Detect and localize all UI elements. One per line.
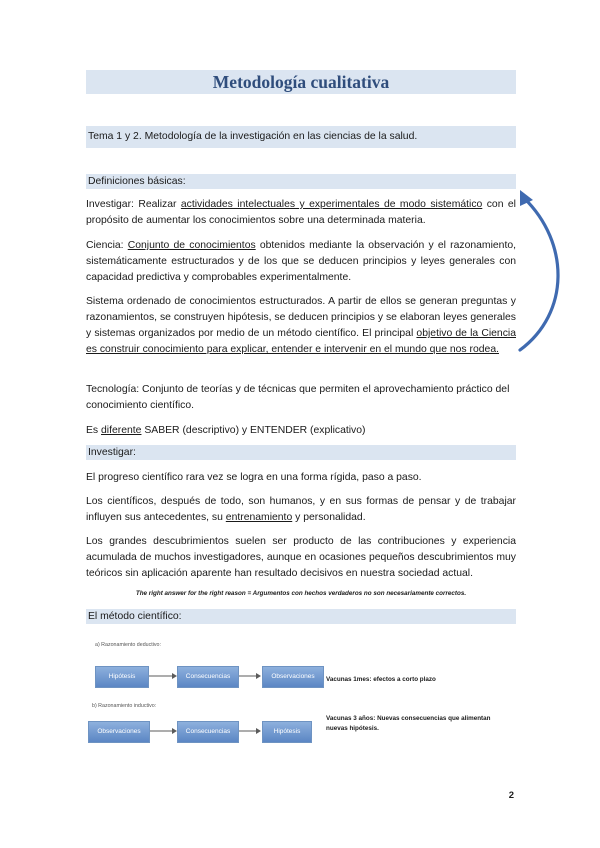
sistema-text: Sistema ordenado de conocimientos estructurados. A partir de ellos se generan preguntas y razonamientos, se construyen hipótesis, se deducen principios y se elaboran leyes generales y sistemas organizados por medio de un método científico. El principal — [86, 296, 516, 339]
topic-heading: Tema 1 y 2. Metodología de la investigación en las ciencias de la salud. — [88, 131, 418, 142]
investigar-underlined: actividades intelectuales y experimentales de modo sistemático — [180, 199, 483, 210]
definiciones-header: Definiciones básicas: — [88, 176, 186, 187]
diferente-line — [86, 423, 516, 439]
deductivo-note: Vacunas 1mes: efectos a corto plazo — [326, 676, 436, 683]
diferente-underlined: diferente — [101, 425, 142, 436]
sistema-underlined: objetivo de la Ciencia es construir conocimiento para explicar, entender e intervenir en el mundo que nos rodea. — [86, 328, 516, 355]
investigar-header: Investigar: — [88, 447, 136, 458]
inductivo-box-consecuencias: Consecuencias — [177, 721, 239, 743]
right-answer-note: The right answer for the right reason = Argumentos con hechos verdaderos no son necesariamente correctos. — [135, 590, 467, 597]
ciencia-definition — [86, 238, 516, 286]
curved-arrow-icon — [490, 188, 560, 360]
page-title: Metodología cualitativa — [86, 70, 516, 94]
ciencia-underlined: Conjunto de conocimientos — [127, 240, 256, 251]
tecnologia-definition: Tecnología: Conjunto de teorías y de técnicas que permiten el aprovechamiento práctico del conocimiento científico. — [86, 384, 510, 411]
metodo-header: El método científico: — [88, 611, 182, 622]
investigar-rest: con el propósito de aumentar los conocimientos sobre una determinada materia. — [86, 199, 516, 226]
ciencia-rest: obtenidos mediante la observación y el razonamiento, sistemáticamente estructurados y de los que se deducen principios y leyes generales con capacidad predictiva y comprobables experimentalmente. — [86, 240, 516, 283]
investigar-paragraph-2 — [86, 494, 516, 526]
investigar-term: Investigar: Realizar — [86, 199, 181, 210]
deductivo-box-observaciones: Observaciones — [262, 666, 324, 688]
investigar-definition — [86, 197, 516, 229]
ciencia-term: Ciencia: — [86, 240, 128, 251]
investigar-p2-underlined: entrenamiento — [225, 512, 293, 523]
diferente-prefix: Es — [86, 425, 102, 436]
inductivo-box-observaciones: Observaciones — [88, 721, 150, 743]
investigar-p2-rest: y personalidad. — [292, 512, 366, 523]
deductivo-box-hipotesis: Hipótesis — [95, 666, 149, 688]
investigar-p2-text: Los científicos, después de todo, son humanos, y en sus formas de pensar y de trabajar influyen sus antecedentes, su — [86, 496, 516, 523]
deductivo-box-consecuencias: Consecuencias — [177, 666, 239, 688]
inductivo-note: Vacunas 3 años: Nuevas consecuencias que alimentan nuevas hipótesis. — [326, 715, 491, 732]
deductivo-label: a) Razonamiento deductivo: — [95, 642, 161, 648]
investigar-paragraph-1: El progreso científico rara vez se logra en una forma rígida, paso a paso. — [86, 472, 422, 483]
inductivo-box-hipotesis: Hipótesis — [262, 721, 312, 743]
investigar-paragraph-3: Los grandes descubrimientos suelen ser producto de las contribuciones y experiencia acumulada de muchos investigadores, aunque en ocasiones pequeños descubrimientos muy teóricos sin aplicación aparente han resultado decisivos en nuestra sociedad actual. — [86, 536, 516, 579]
sistema-paragraph — [86, 294, 516, 358]
diferente-rest: SABER (descriptivo) y ENTENDER (explicativo) — [141, 425, 366, 436]
inductivo-label: b) Razonamiento inductivo: — [92, 703, 157, 709]
page-number: 2 — [508, 790, 514, 801]
